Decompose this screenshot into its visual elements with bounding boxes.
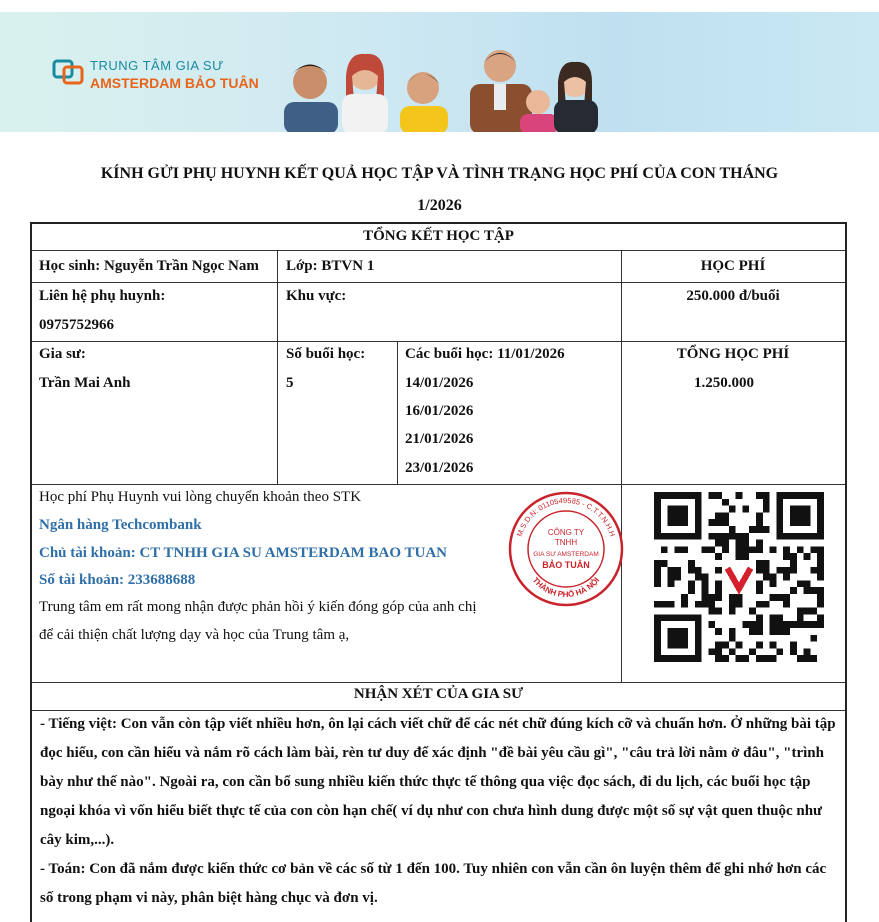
header-banner <box>0 12 879 132</box>
stamp-text-bottom: THÀNH PHỐ HÀ NỘI <box>530 575 602 600</box>
comment-math: - Toán: Con đã nắm được kiến thức cơ bản về các số từ 1 đến 100. Tuy nhiên con vẫn cần ôn luyện thêm để ghi nhớ hơn các số trong phạm vi này, phân biệt hàng chục và đơn vị. <box>40 861 827 906</box>
page-title-line2: 1/2026 <box>417 197 462 214</box>
session-date: 16/01/2026 <box>405 403 474 419</box>
page-title-line1: KÍNH GỬI PHỤ HUYNH KẾT QUẢ HỌC TẬP VÀ TÌNH TRẠNG HỌC PHÍ CỦA CON THÁNG <box>100 165 779 182</box>
brand-name-line1: TRUNG TÂM GIA SƯ <box>90 58 224 73</box>
area-label: Khu vực: <box>286 288 347 304</box>
tutor-comments <box>40 710 840 913</box>
sessions-label: Số buổi học: <box>286 346 366 362</box>
fee-header: HỌC PHÍ <box>700 258 766 274</box>
session-date: 23/01/2026 <box>405 460 474 476</box>
page-title <box>0 158 879 222</box>
report-table <box>30 222 847 922</box>
bank-name: Ngân hàng Techcombank <box>39 517 202 533</box>
brand-name-line2: AMSTERDAM BẢO TUÂN <box>90 75 259 91</box>
account-number: Số tài khoản: 233688688 <box>39 572 196 588</box>
company-stamp <box>506 489 626 607</box>
total-fee-value: 1.250.000 <box>694 375 754 391</box>
comments-header: NHẬN XÉT CỦA GIA SƯ <box>353 686 524 702</box>
fee-per-session: 250.000 đ/buổi <box>686 288 780 304</box>
people-photo <box>270 30 610 132</box>
sessions-count: 5 <box>286 375 294 391</box>
stamp-text-center1: CÔNG TY <box>547 528 585 537</box>
payment-qr-code <box>654 492 824 662</box>
stamp-text-top: M.S.D.N: 0110549585 - C.T.T.N.H.H <box>514 495 618 538</box>
tutor-label: Gia sư: <box>39 346 86 362</box>
session-date: 14/01/2026 <box>405 375 474 391</box>
summary-header: TỔNG KẾT HỌC TẬP <box>363 228 514 244</box>
stamp-text-center4: BẢO TUÂN <box>542 560 590 570</box>
payment-intro: Học phí Phụ Huynh vui lòng chuyển khoản theo STK <box>39 489 362 505</box>
feedback-line2: để cải thiện chất lượng dạy và học của Trung tâm ạ, <box>39 627 350 643</box>
stamp-text-center3: GIA SƯ AMSTERDAM <box>533 551 599 558</box>
parent-phone: 0975752966 <box>39 317 114 333</box>
account-holder: Chủ tài khoản: CT TNHH GIA SU AMSTERDAM BAO TUAN <box>39 545 448 561</box>
total-fee-label: TỔNG HỌC PHÍ <box>676 346 790 362</box>
class-name: Lớp: BTVN 1 <box>286 258 375 274</box>
session-date: 21/01/2026 <box>405 431 474 447</box>
student-name: Học sinh: Nguyễn Trần Ngọc Nam <box>39 258 259 274</box>
feedback-line1: Trung tâm em rất mong nhận được phản hồi ý kiến đóng góp của anh chị <box>39 599 477 615</box>
parent-contact-label: Liên hệ phụ huynh: <box>39 288 166 304</box>
session-dates-label: Các buổi học: 11/01/2026 <box>405 346 565 362</box>
stamp-text-center2: TNHH <box>554 538 578 547</box>
tutor-name: Trần Mai Anh <box>39 375 131 391</box>
comment-vietnamese: - Tiếng việt: Con vẫn còn tập viết nhiều hơn, ôn lại cách viết chữ để các nét chữ đúng kích cỡ và chuẩn hơn. Ở những bài tập đọc hiểu, con cần hiểu và nắm rõ cách làm bài, rèn tư duy để xác định "đề bài yêu cầu gì", "câu trả lời nằm ở đâu", "trình bày như thế nào". Ngoài ra, con cần bổ sung nhiều kiến thức thực tế thông qua việc đọc sách, đi du lịch, các buổi học tập ngoại khóa vì vốn hiểu biết thực tế của con còn hạn chế( ví dụ như con chưa hình dung được một số sự vật quen thuộc như cây kim,...). <box>40 716 836 848</box>
brand-logo-icon <box>52 58 86 86</box>
